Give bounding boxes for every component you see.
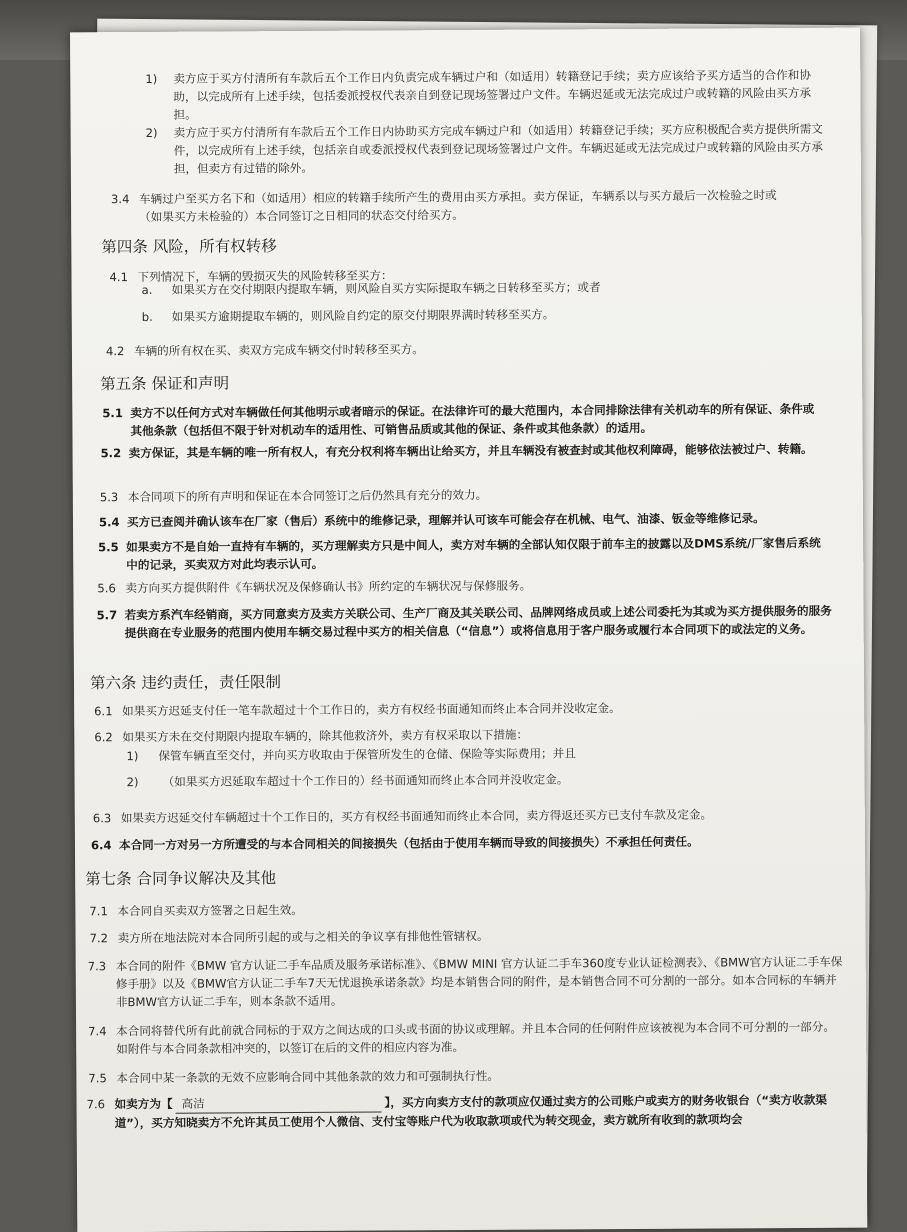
clause-number: 7.2 <box>89 931 109 946</box>
clause-text: （如果买方迟延取车超过十个工作日的）经书面通知而终止本合同并没收定金。 <box>162 772 569 789</box>
clause-number: 5.4 <box>98 515 120 530</box>
clause-number: 5.3 <box>99 490 119 505</box>
clause-number: b. <box>141 309 153 324</box>
clause-number: 2) <box>126 775 139 790</box>
seller-name-field: 高洁 <box>175 1094 381 1114</box>
clause-number: 6.2 <box>94 730 113 745</box>
clause-text: 车辆的所有权在买、卖双方完成车辆交付时转移至买方。 <box>133 342 424 359</box>
clause-text: 卖方所在地法院对本合同所引起的或与之相关的争议享有排他性管辖权。 <box>117 928 489 946</box>
clause-text: 如果买方未在交付期限内提取车辆的，除其他救济外，卖方有权采取以下措施： <box>122 727 529 745</box>
clause-number: 5.7 <box>96 608 118 623</box>
clause-text: 车辆过户至买方名下和（如适用）相应的转籍手续所产生的费用由买方承担。卖方保证，车辆系以与买方最后一次检验之时或（如果买方未检验的）本合同签订之日相同的状态交付给买方。 <box>138 188 777 224</box>
clause-number: 2) <box>145 125 158 140</box>
clause-number: 7.4 <box>88 1024 107 1039</box>
clause-text: 如果买方逾期提取车辆的，则风险自约定的原交付期限界满时转移至买方。 <box>171 307 555 324</box>
clause-number: 7.1 <box>89 904 108 919</box>
clause-text: 卖方应于买方付清所有车款后五个工作日内负责完成车辆过户和（如适用）转籍登记手续；卖方应该给予买方适当的合作和协助，以完成所有上述手续，包括委派授权代表亲自到登记现场签署过户文件。车辆迟延或无法完成过户或转籍的风险由买方承担。 <box>173 67 812 122</box>
clause-number: a. <box>141 282 153 297</box>
clause-text-lead: 如卖方为【 <box>114 1096 173 1112</box>
clause-number: 1) <box>145 71 158 86</box>
clause-number: 5.5 <box>98 540 119 555</box>
clause-number: 7.6 <box>86 1097 106 1112</box>
clause-number: 1) <box>126 749 139 764</box>
section-heading: 第四条 风险，所有权转移 <box>101 237 277 257</box>
clause-number: 5.2 <box>100 446 122 461</box>
clause-number: 5.1 <box>102 406 123 421</box>
clause-number: 6.4 <box>90 838 112 853</box>
clause-number: 7.3 <box>87 959 107 974</box>
clause-number: 7.5 <box>88 1071 107 1086</box>
clause-text: 卖方向买方提供附件《车辆状况及保修确认书》所约定的车辆状况与保修服务。 <box>125 578 532 596</box>
clause-number: 3.4 <box>110 192 130 207</box>
clause-text: 本合同一方对另一方所遭受的与本合同相关的间接损失（包括由于使用车辆而导致的间接损失）不承担任何责任。 <box>118 834 699 853</box>
clause-text: 若卖方系汽车经销商，买方同意卖方及卖方关联公司、生产厂商及其关联公司、品牌网络成员或上述公司委托为其或为买方提供服务的服务提供商在专业服务的范围内使用车辆交易过程中买方的相关信息（“信息”）或将信息用于客户服务或履行本合同项下的或法定的义务。 <box>124 603 832 641</box>
section-heading: 第五条 保证和声明 <box>100 374 230 394</box>
section-heading: 第七条 合同争议解决及其他 <box>85 869 277 889</box>
clause-text: 本合同的附件《BMW 官方认证二手车品质及服务承诺标准》、《BMW MINI 官方认证二手车360度专业认证检测表》、《BMW官方认证二手车保修手册》以及《BMW官方认证二手车7天无忧退换承诺条款》均是本销售合同的附件，是本销售合同不可分割的一部分。如本合同标的车辆并非BMW官方认证二手车，则本条款不适用。 <box>115 954 843 1010</box>
clause-text: 本合同将替代所有此前就合同标的于双方之间达成的口头或书面的协议或理解。并且本合同的任何附件应该被视为本合同不可分割的一部分。如附件与本合同条款相冲突的，以签订在后的文件的相应内容为准。 <box>116 1019 835 1057</box>
clause-number: 5.6 <box>97 581 116 596</box>
clause-text: 本合同项下的所有声明和保证在本合同签订之后仍然具有充分的效力。 <box>127 487 488 505</box>
clause-text: 本合同中某一条款的无效不应影响合同中其他条款的效力和可强制执行性。 <box>116 1068 500 1086</box>
clause-number: 6.1 <box>94 704 113 719</box>
clause-text: 下列情况下，车辆的毁损灭失的风险转移至买方： <box>137 268 393 285</box>
clause-number: 4.1 <box>109 270 128 285</box>
clause-text: 本合同自买卖双方签署之日起生效。 <box>117 903 303 919</box>
clause-text: 卖方保证，其是车辆的唯一所有权人，有充分权利将车辆出让给买方，并且车辆没有被查封或其他权利障碍，能够依法被过户、转籍。 <box>128 441 813 461</box>
clause-text-rest: 】，买方向卖方支付的款项应仅通过卖方的公司账户或卖方的财务收银台（“卖方收款渠道”），买方知晓卖方不允许其员工使用个人微信、支付宝等账户代为收取款项或代为转交现金，卖方就所有收到的款项均会 <box>114 1092 827 1131</box>
clause-text: 如果买方迟延支付任一笔车款超过十个工作日的，卖方有权经书面通知而终止本合同并没收定金。 <box>122 701 621 719</box>
section-heading: 第六条 违约责任，责任限制 <box>89 673 281 693</box>
contract-page <box>70 28 867 1232</box>
clause-text <box>115 1091 850 1132</box>
clause-text: 如果买方在交付期限内提取车辆，则风险自买方实际提取车辆之日转移至买方；或者 <box>171 280 601 297</box>
clause-text: 保管车辆直至交付，并向买方收取由于保管所发生的仓储、保险等实际费用；并且 <box>158 746 576 763</box>
clause-text: 卖方应于买方付清所有车款后五个工作日内协助买方完成车辆过户和（如适用）转籍登记手续；买方应积极配合卖方提供所需文件，以完成所有上述手续，包括亲自或委派授权代表到登记现场签署过户文件。车辆迟延或无法完成过户或转籍的风险由买方承担，但卖方有过错的除外。 <box>173 121 824 176</box>
clause-text: 卖方不以任何方式对车辆做任何其他明示或者暗示的保证。在法律许可的最大范围内，本合同排除法律有关机动车的所有保证、条件或其他条款（包括但不限于针对机动车的适用性、可销售品质或其他的保证、条件或其他条款）的适用。 <box>130 401 815 439</box>
clause-text: 买方已查阅并确认该车在厂家（售后）系统中的维修记录，理解并认可该车可能会存在机械、电气、油漆、钣金等维修记录。 <box>126 511 765 530</box>
clause-number: 4.2 <box>105 344 125 359</box>
clause-text: 如果卖方迟延交付车辆超过十个工作日的，买方有权经书面通知而终止本合同，卖方得返还买方已支付车款及定金。 <box>120 807 713 826</box>
clause-number: 6.3 <box>92 811 112 826</box>
clause-text: 如果卖方不是自始一直持有车辆的，买方理解卖方只是中间人，卖方对车辆的全部认知仅限于前车主的披露以及DMS系统/厂家售后系统中的记录，买卖双方对此均表示认可。 <box>126 535 821 573</box>
